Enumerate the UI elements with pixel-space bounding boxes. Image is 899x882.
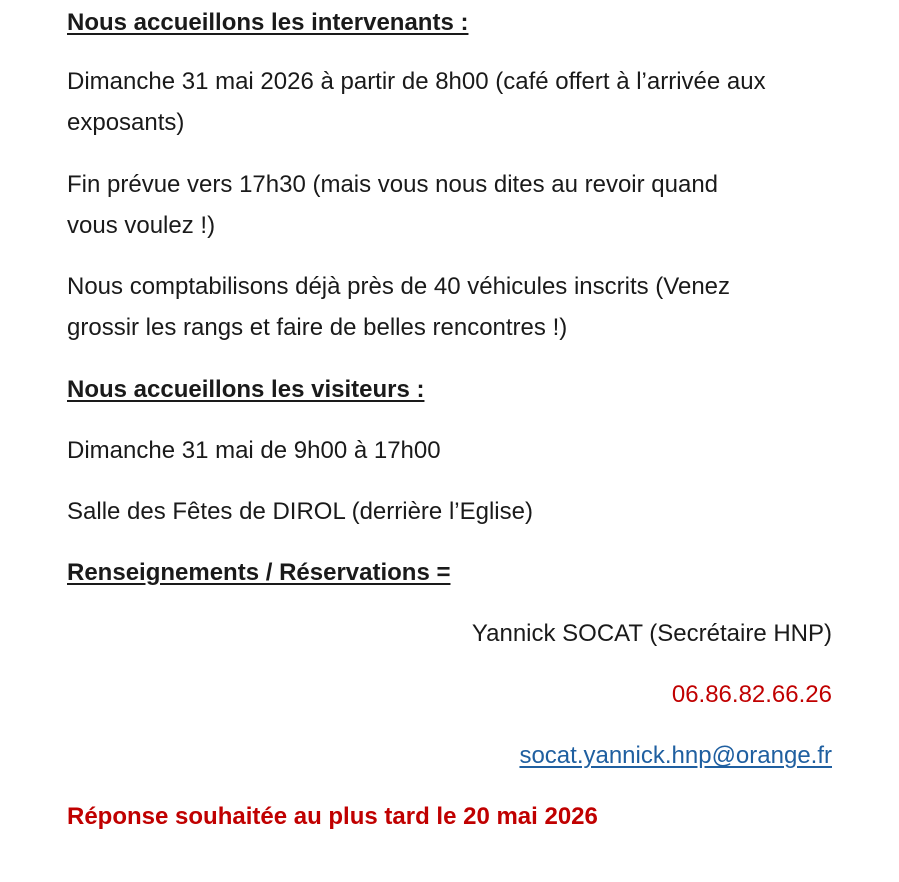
contact-email [67,735,832,776]
exhibitors-arrival-line-1: Dimanche 31 mai 2026 à partir de 8h00 (café offert à l’arrivée aux [67,68,766,95]
visitors-date: Dimanche 31 mai de 9h00 à 17h00 [67,437,441,464]
exhibitors-count-line-2: grossir les rangs et faire de belles rencontres !) [67,314,568,341]
exhibitors-arrival-paragraph [67,61,832,143]
exhibitors-end-line-1: Fin prévue vers 17h30 (mais vous nous dites au revoir quand [67,171,719,198]
contact-phone [67,674,832,715]
contact-name: Yannick SOCAT (Secrétaire HNP) [471,620,832,647]
exhibitors-arrival-line-2: exposants) [67,109,185,136]
visitors-heading: Nous accueillons les visiteurs : [67,376,425,403]
reply-deadline: Réponse souhaitée au plus tard le 20 mai 2026 [67,803,598,830]
exhibitors-count-paragraph [67,266,832,348]
exhibitors-heading: Nous accueillons les intervenants : [67,9,469,36]
exhibitors-count-line-1: Nous comptabilisons déjà près de 40 véhicules inscrits (Venez [67,273,731,300]
contact-email-link[interactable]: socat.yannick.hnp@orange.fr [519,742,832,769]
exhibitors-end-line-2: vous voulez !) [67,212,216,239]
contact-heading: Renseignements / Réservations = [67,559,451,586]
contact-phone-text[interactable]: 06.86.82.66.26 [671,681,832,708]
visitors-location: Salle des Fêtes de DIROL (derrière l’Eglise) [67,498,533,525]
exhibitors-end-paragraph [67,164,832,246]
